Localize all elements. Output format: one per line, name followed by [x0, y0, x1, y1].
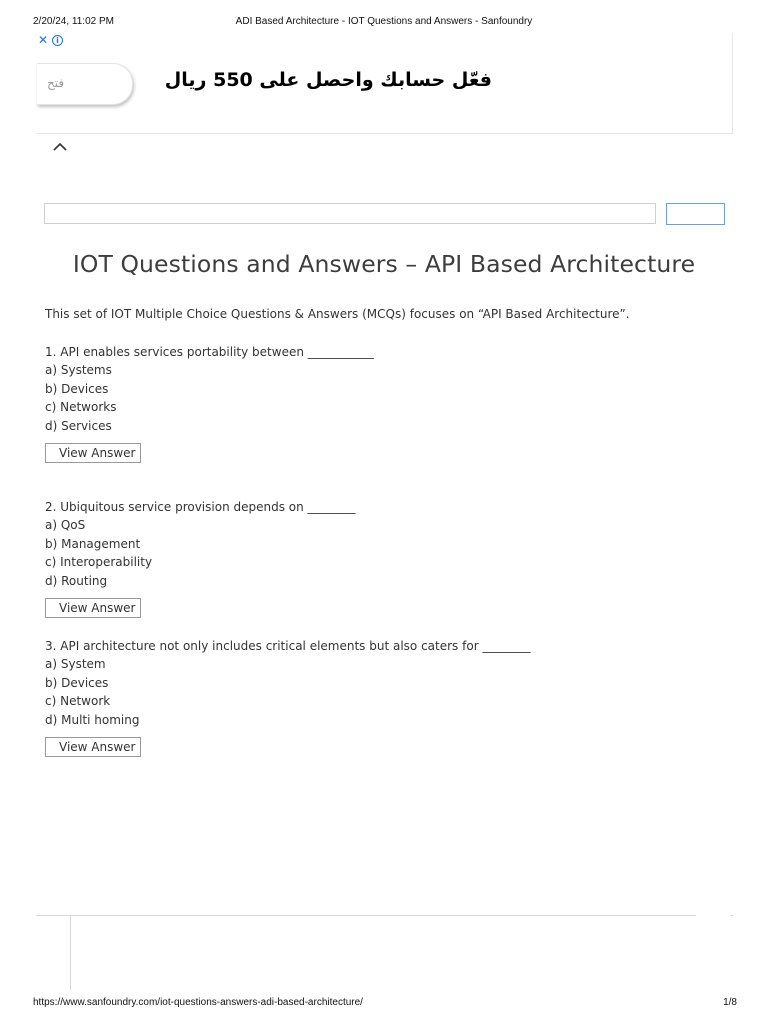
search-button[interactable]	[666, 203, 725, 225]
article-intro: This set of IOT Multiple Choice Questions & Answers (MCQs) focuses on “API Based Architecture”.	[45, 307, 630, 321]
chevron-up-icon[interactable]	[52, 139, 68, 153]
answer-option: d) Multi homing	[45, 712, 140, 727]
answer-option: c) Network	[45, 694, 111, 709]
answer-option: b) Devices	[45, 381, 109, 396]
view-answer-button[interactable]: View Answer	[45, 598, 141, 618]
question-3	[45, 637, 565, 757]
question-text: 3. API architecture not only includes critical elements but also caters for ________	[45, 639, 531, 653]
answer-option: b) Management	[45, 536, 141, 551]
question-text: 1. API enables services portability between ___________	[45, 345, 374, 359]
view-answer-button[interactable]: View Answer	[45, 737, 141, 757]
answer-option: d) Routing	[45, 573, 108, 588]
question-2	[45, 498, 565, 618]
info-icon[interactable]: i	[52, 35, 63, 46]
view-answer-button[interactable]: View Answer	[45, 443, 141, 463]
page-title: IOT Questions and Answers – API Based Architecture	[72, 250, 696, 278]
print-header	[0, 16, 768, 30]
ad-banner[interactable]	[37, 33, 733, 134]
print-footer	[0, 997, 768, 1011]
print-page-number: 1/8	[723, 997, 737, 1008]
search-input[interactable]	[44, 203, 656, 224]
ad-open-label: فتح	[47, 76, 65, 90]
answer-option: c) Interoperability	[45, 555, 153, 570]
answer-option: a) System	[45, 657, 106, 672]
question-text: 2. Ubiquitous service provision depends on ________	[45, 500, 356, 514]
answer-option: b) Devices	[45, 675, 109, 690]
print-datetime: 2/20/24, 11:02 PM	[33, 16, 114, 27]
print-url: https://www.sanfoundry.com/iot-questions-answers-adi-based-architecture/	[33, 997, 363, 1008]
answer-option: a) QoS	[45, 518, 86, 533]
footer-divider	[36, 915, 696, 916]
answer-option: c) Networks	[45, 400, 117, 415]
question-1	[45, 343, 565, 463]
ad-headline[interactable]: فعّل حسابك واحصل على 550 ريال	[164, 69, 492, 91]
ad-open-button[interactable]	[37, 63, 133, 105]
close-icon[interactable]: ✕	[38, 33, 49, 47]
answer-option: d) Services	[45, 418, 112, 433]
print-page-title: ADI Based Architecture - IOT Questions and Answers - Sanfoundry	[235, 16, 533, 27]
footer-column-divider	[70, 916, 71, 990]
footer-divider-end	[730, 915, 733, 916]
answer-option: a) Systems	[45, 363, 112, 378]
